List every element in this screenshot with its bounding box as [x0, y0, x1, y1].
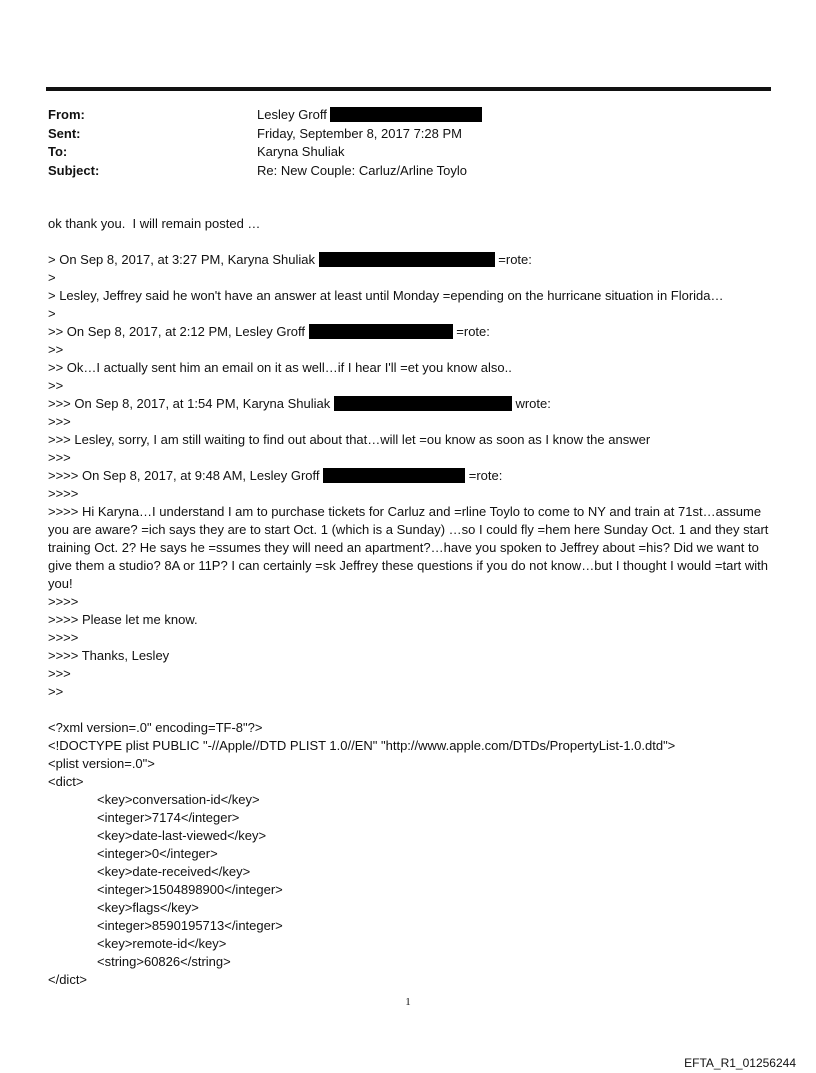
- quote-header-suffix: =rote:: [468, 468, 503, 483]
- to-label: To:: [48, 144, 68, 159]
- quote-header-suffix: wrote:: [515, 396, 551, 411]
- from-name: Lesley Groff: [257, 107, 327, 122]
- quote-line: >>: [48, 684, 64, 699]
- from-label: From:: [48, 107, 85, 122]
- sent-value: Friday, September 8, 2017 7:28 PM: [257, 125, 462, 141]
- page-number: 1: [405, 996, 411, 1008]
- plist-line: <integer>0</integer>: [97, 846, 218, 861]
- quote-line: >>: [48, 378, 64, 393]
- redaction-bar: [334, 396, 512, 411]
- quote-line: >>>: [48, 414, 71, 429]
- to-row: [48, 143, 768, 162]
- quote-line: >> Ok…I actually sent him an email on it as well…if I hear I'll =et you know also..: [48, 360, 512, 375]
- plist-line: <plist version=.0">: [48, 756, 155, 771]
- quote-line: > Lesley, Jeffrey said he won't have an answer at least until Monday =epending on the hurricane situation in Florida…: [48, 288, 724, 303]
- plist-line: <integer>1504898900</integer>: [97, 882, 283, 897]
- quote-header: [48, 251, 773, 269]
- plist-line: <dict>: [48, 774, 84, 789]
- quote-header-suffix: =rote:: [498, 252, 532, 267]
- quote-line: >>>> Please let me know.: [48, 612, 198, 627]
- document-id: EFTA_R1_01256244: [684, 1056, 796, 1070]
- plist-line: <integer>8590195713</integer>: [97, 918, 283, 933]
- quote-line: >>>: [48, 450, 71, 465]
- quote-header-suffix: =rote:: [456, 324, 490, 339]
- header-rule: [46, 87, 771, 91]
- redaction-bar: [319, 252, 495, 267]
- quote-header: [48, 395, 773, 413]
- email-body: [48, 215, 773, 989]
- plist-line: <key>flags</key>: [97, 900, 199, 915]
- quote-header: [48, 467, 773, 485]
- spacer: [48, 233, 773, 251]
- plist-line: <key>date-received</key>: [97, 864, 251, 879]
- sent-label: Sent:: [48, 125, 81, 141]
- plist-line: </dict>: [48, 972, 88, 987]
- quote-header-text: >>>> On Sep 8, 2017, at 9:48 AM, Lesley Groff: [48, 468, 320, 483]
- opening-line: ok thank you. I will remain posted …: [48, 216, 261, 231]
- plist-line: <integer>7174</integer>: [97, 810, 240, 825]
- redaction-bar: [323, 468, 465, 483]
- quote-line: >: [48, 270, 56, 285]
- quote-header-text: >>> On Sep 8, 2017, at 1:54 PM, Karyna Shuliak: [48, 396, 331, 411]
- subject-label: Subject:: [48, 162, 100, 178]
- plist-line: <?xml version=.0" encoding=TF-8"?>: [48, 720, 263, 735]
- quote-paragraph: >>>> Hi Karyna…I understand I am to purchase tickets for Carluz and =rline Toylo to come to NY and train at 71st…assume you are aware? =ich says they are to start Oct. 1 (which is a Sunday) …so I could fly =hem here Sunday Oct. 1 and they start training Oct. 2? He says he =ssumes they will need an apartment?…have you spoken to Jeffrey about =his? Did we want to give them a studio? 8A or 11P? I can certainly =sk Jeffrey these questions if you do not know…but I thought I would =tart with you!: [48, 504, 769, 591]
- quote-line: >>: [48, 342, 64, 357]
- quote-line: >: [48, 306, 56, 321]
- plist-line: <key>remote-id</key>: [97, 936, 227, 951]
- redaction-bar: [309, 324, 453, 339]
- quote-line: >>>>: [48, 486, 79, 501]
- quote-line: >>>>: [48, 594, 79, 609]
- subject-value: Re: New Couple: Carluz/Arline Toylo: [257, 162, 468, 178]
- email-header: [48, 106, 768, 180]
- quote-line: >>>>: [48, 630, 79, 645]
- from-value: [257, 106, 482, 125]
- subject-row: [48, 162, 768, 181]
- plist-line: <!DOCTYPE plist PUBLIC "-//Apple//DTD PLIST 1.0//EN" "http://www.apple.com/DTDs/PropertyList-1.0.dtd">: [48, 738, 676, 753]
- quote-header-text: > On Sep 8, 2017, at 3:27 PM, Karyna Shuliak: [48, 252, 316, 267]
- redaction-bar: [330, 107, 482, 122]
- from-row: [48, 106, 768, 125]
- plist-line: <key>conversation-id</key>: [97, 792, 260, 807]
- plist-line: <key>date-last-viewed</key>: [97, 828, 267, 843]
- to-value: Karyna Shuliak: [257, 144, 345, 159]
- quote-line: >>>: [48, 666, 71, 681]
- spacer: [48, 701, 773, 719]
- quote-header-text: >> On Sep 8, 2017, at 2:12 PM, Lesley Groff: [48, 324, 306, 339]
- quote-header: [48, 323, 773, 341]
- quote-line: >>>> Thanks, Lesley: [48, 648, 170, 663]
- plist-line: <string>60826</string>: [97, 954, 231, 969]
- sent-row: [48, 125, 768, 144]
- quote-line: >>> Lesley, sorry, I am still waiting to find out about that…will let =ou know as soon as I know the answer: [48, 432, 651, 447]
